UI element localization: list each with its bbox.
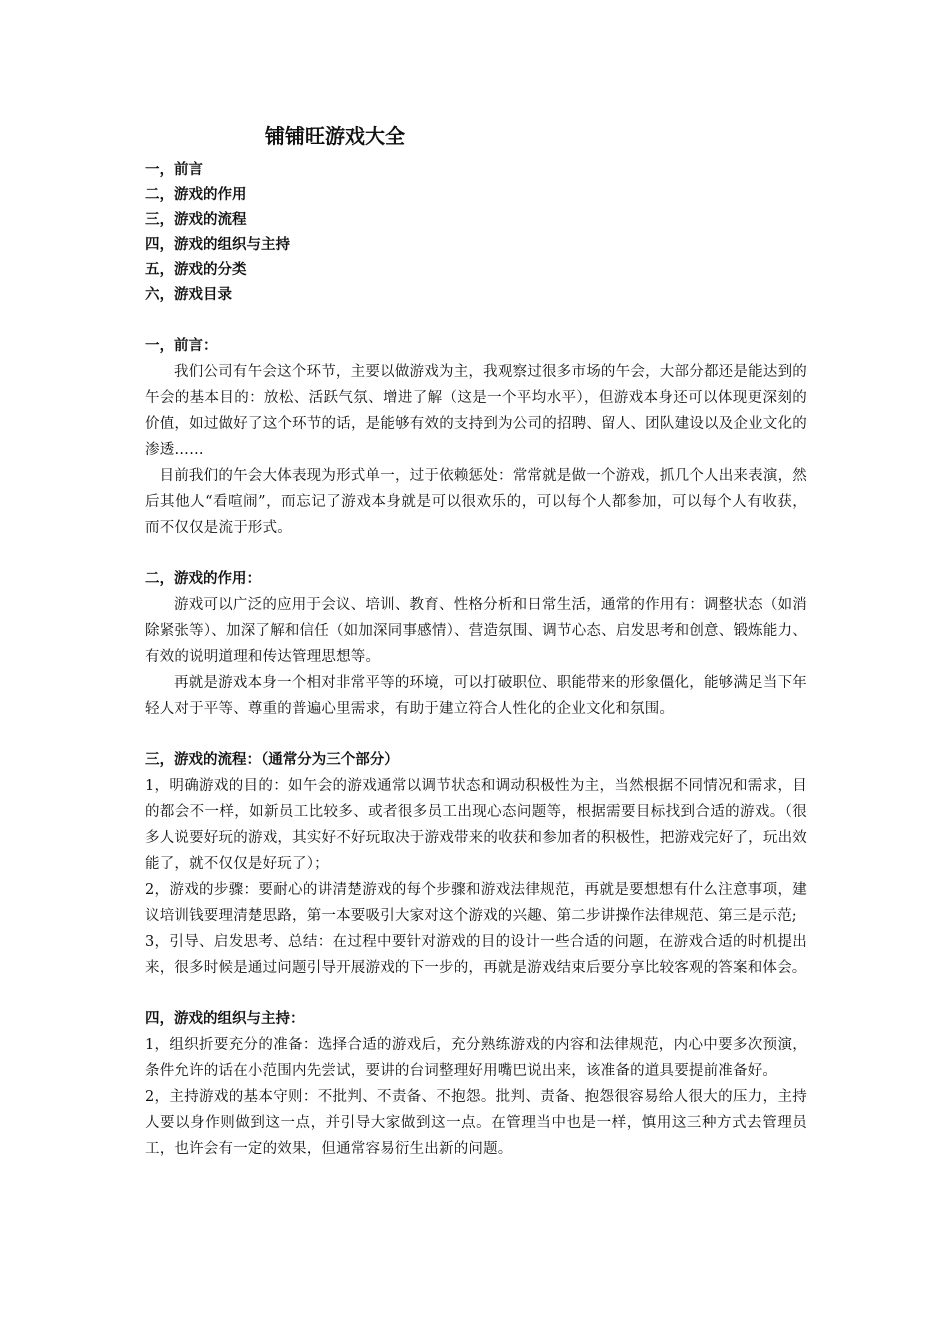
toc-item: 五，游戏的分类 xyxy=(145,262,247,278)
paragraph: 游戏可以广泛的应用于会议、培训、教育、性格分析和日常生活，通常的作用有：调整状态（如消除紧张等）、加深了解和信任（如加深同事感情）、营造氛围、调节心态、启发思考和创意、锻炼能力、有效的说明道理和传达管理思想等。 xyxy=(145,597,807,665)
toc-item: 三，游戏的流程 xyxy=(145,212,247,228)
paragraph: 1，明确游戏的目的：如午会的游戏通常以调节状态和调动积极性为主，当然根据不同情况和需求，目的都会不一样，如新员工比较多、或者很多员工出现心态问题等，根据需要目标找到合适的游戏。（很多人说要好玩的游戏，其实好不好玩取决于游戏带来的收获和参加者的积极性，把游戏完好了，玩出效能了，就不仅仅是好玩了）； xyxy=(145,778,807,872)
section-hosting xyxy=(145,1006,807,1162)
section-heading: 二，游戏的作用： xyxy=(145,571,261,587)
section-preface xyxy=(145,333,807,541)
paragraph: 2，主持游戏的基本守则：不批判、不责备、不抱怨。批判、责备、抱怨很容易给人很大的压力，主持人要以身作则做到这一点，并引导大家做到这一点。在管理当中也是一样，慎用这三种方式去管理员工，也许会有一定的效果，但通常容易衍生出新的问题。 xyxy=(145,1089,807,1157)
toc-item: 二，游戏的作用 xyxy=(145,187,247,203)
section-heading: 四，游戏的组织与主持： xyxy=(145,1011,305,1027)
paragraph: 再就是游戏本身一个相对非常平等的环境，可以打破职位、职能带来的形象僵化，能够满足当下年轻人对于平等、尊重的普遍心里需求，有助于建立符合人性化的企业文化和氛围。 xyxy=(145,675,807,717)
paragraph: 2，游戏的步骤：要耐心的讲清楚游戏的每个步骤和游戏法律规范，再就是要想想有什么注意事项，建议培训钱要理清楚思路，第一本要吸引大家对这个游戏的兴趣、第二步讲操作法律规范、第三是示范; xyxy=(145,882,807,924)
paragraph: 目前我们的午会大体表现为形式单一，过于依赖惩处：常常就是做一个游戏，抓几个人出来表演，然后其他人“看喧闹”，而忘记了游戏本身就是可以很欢乐的，可以每个人都参加，可以每个人有收获，而不仅仅是流于形式。 xyxy=(145,468,807,536)
section-process xyxy=(145,747,807,981)
paragraph: 3，引导、启发思考、总结：在过程中要针对游戏的目的设计一些合适的问题，在游戏合适的时机提出来，很多时候是通过问题引导开展游戏的下一步的，再就是游戏结束后要分享比较客观的答案和体会。 xyxy=(145,934,807,976)
toc-item: 六，游戏目录 xyxy=(145,287,232,303)
table-of-contents xyxy=(145,158,807,308)
document-page xyxy=(145,118,807,1162)
paragraph: 我们公司有午会这个环节，主要以做游戏为主，我观察过很多市场的午会，大部分都还是能达到的午会的基本目的：放松、活跃气氛、增进了解（这是一个平均水平），但游戏本身还可以体现更深刻的价值，如过做好了这个环节的话，是能够有效的支持到为公司的招聘、留人、团队建设以及企业文化的渗透…… xyxy=(145,364,807,458)
toc-item: 四，游戏的组织与主持 xyxy=(145,237,290,253)
section-purpose xyxy=(145,566,807,722)
document-title: 铺铺旺游戏大全 xyxy=(265,124,405,148)
paragraph: 1，组织折要充分的准备：选择合适的游戏后，充分熟练游戏的内容和法律规范，内心中要多次预演，条件允许的话在小范围内先尝试，要讲的台词整理好用嘴巴说出来，该准备的道具要提前准备好。 xyxy=(145,1037,807,1079)
section-heading: 三，游戏的流程：（通常分为三个部分） xyxy=(145,752,399,768)
section-heading: 一，前言： xyxy=(145,338,218,354)
toc-item: 一，前言 xyxy=(145,162,203,178)
